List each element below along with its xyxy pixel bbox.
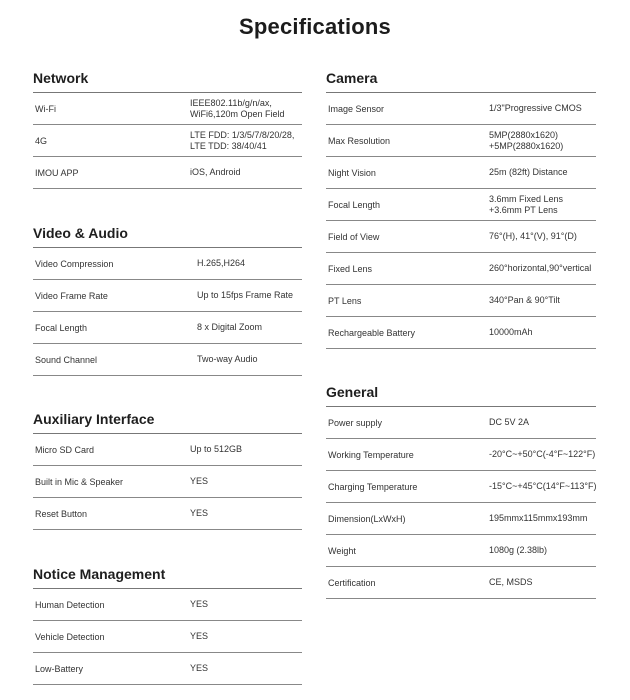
spec-value bbox=[190, 621, 208, 652]
spec-row bbox=[33, 157, 302, 189]
spec-row bbox=[326, 567, 596, 599]
spec-value-line: LTE TDD: 38/40/41 bbox=[190, 140, 267, 151]
spec-value-line: DC 5V 2A bbox=[489, 417, 530, 428]
spec-value-line: 195mmx115mmx193mm bbox=[489, 513, 588, 524]
spec-value bbox=[190, 653, 208, 684]
spec-value bbox=[190, 125, 294, 156]
spec-value-line: 25m (82ft) Distance bbox=[489, 167, 568, 178]
spec-value bbox=[190, 93, 285, 124]
spec-value bbox=[190, 498, 208, 529]
spec-value-line: H.265,H264 bbox=[197, 258, 246, 269]
spec-row bbox=[326, 253, 596, 285]
spec-value bbox=[489, 253, 591, 284]
spec-row bbox=[326, 221, 596, 253]
spec-value bbox=[190, 466, 208, 497]
spec-value bbox=[489, 317, 533, 348]
spec-label: Wi-Fi bbox=[35, 103, 56, 114]
spec-value bbox=[197, 280, 293, 311]
spec-value-line: -15°C~+45°C(14°F~113°F) bbox=[489, 481, 597, 492]
spec-row bbox=[326, 471, 596, 503]
spec-value-line: -20°C~+50°C(-4°F~122°F) bbox=[489, 449, 596, 460]
spec-value bbox=[489, 157, 568, 188]
spec-label: PT Lens bbox=[328, 295, 362, 306]
spec-label: Image Sensor bbox=[328, 103, 385, 114]
section-title: Network bbox=[33, 70, 89, 86]
spec-value bbox=[489, 439, 595, 470]
spec-row bbox=[326, 439, 596, 471]
spec-row bbox=[326, 157, 596, 189]
spec-value-line: CE, MSDS bbox=[489, 577, 533, 588]
spec-label: Power supply bbox=[328, 417, 383, 428]
spec-label: Focal Length bbox=[35, 322, 88, 333]
spec-row bbox=[33, 434, 302, 466]
spec-value-line: YES bbox=[190, 663, 209, 674]
spec-label: Weight bbox=[328, 545, 356, 556]
spec-label: Night Vision bbox=[328, 167, 376, 178]
spec-label: Field of View bbox=[328, 231, 380, 242]
spec-value-line: +5MP(2880x1620) bbox=[489, 140, 564, 151]
spec-row bbox=[33, 93, 302, 125]
spec-value bbox=[489, 471, 597, 502]
spec-label: Vehicle Detection bbox=[35, 631, 105, 642]
spec-value bbox=[190, 589, 208, 620]
spec-row bbox=[326, 317, 596, 349]
spec-value-line: 10000mAh bbox=[489, 327, 533, 338]
spec-label: Video Frame Rate bbox=[35, 290, 108, 301]
spec-label: IMOU APP bbox=[35, 167, 79, 178]
spec-value-line: YES bbox=[190, 508, 209, 519]
spec-value bbox=[489, 407, 529, 438]
spec-value bbox=[489, 189, 563, 220]
spec-value-line: Up to 15fps Frame Rate bbox=[197, 290, 294, 301]
spec-row bbox=[326, 407, 596, 439]
spec-row bbox=[326, 125, 596, 157]
spec-label: Certification bbox=[328, 577, 376, 588]
spec-row bbox=[33, 248, 302, 280]
spec-label: Working Temperature bbox=[328, 449, 414, 460]
spec-label: Sound Channel bbox=[35, 354, 98, 365]
spec-label: Max Resolution bbox=[328, 135, 391, 146]
spec-value-line: 5MP(2880x1620) bbox=[489, 130, 559, 140]
spec-row bbox=[33, 466, 302, 498]
spec-label: Focal Length bbox=[328, 199, 381, 210]
spec-value bbox=[489, 93, 582, 124]
spec-label: Dimension(LxWxH) bbox=[328, 513, 406, 524]
spec-row bbox=[33, 280, 302, 312]
spec-row bbox=[33, 653, 302, 685]
spec-value-line: 3.6mm Fixed Lens bbox=[489, 194, 564, 204]
page-title: Specifications bbox=[239, 14, 391, 39]
spec-value bbox=[190, 434, 242, 465]
spec-row bbox=[326, 503, 596, 535]
spec-value bbox=[197, 312, 262, 343]
spec-value-line: +3.6mm PT Lens bbox=[489, 204, 558, 215]
section-auxiliary bbox=[33, 407, 302, 530]
spec-value bbox=[190, 157, 241, 188]
spec-value-line: YES bbox=[190, 476, 209, 487]
spec-row bbox=[326, 93, 596, 125]
spec-value-line: IEEE802.11b/g/n/ax, bbox=[190, 98, 272, 108]
spec-value-line: iOS, Android bbox=[190, 167, 241, 178]
spec-row bbox=[33, 125, 302, 157]
spec-row bbox=[326, 189, 596, 221]
spec-value-line: 1080g (2.38lb) bbox=[489, 545, 548, 556]
spec-label: Video Compression bbox=[35, 258, 114, 269]
spec-value-line: Up to 512GB bbox=[190, 444, 243, 455]
spec-row bbox=[33, 621, 302, 653]
spec-value-line: 260°horizontal,90°vertical bbox=[489, 263, 592, 274]
section-title: Video & Audio bbox=[33, 225, 128, 241]
section-network bbox=[33, 66, 302, 189]
spec-label: Reset Button bbox=[35, 508, 88, 519]
spec-value bbox=[489, 285, 560, 316]
spec-label: 4G bbox=[35, 135, 48, 146]
spec-value bbox=[197, 344, 258, 375]
section-title: Notice Management bbox=[33, 566, 166, 582]
spec-value bbox=[197, 248, 245, 279]
spec-value bbox=[489, 125, 563, 156]
spec-value bbox=[489, 535, 547, 566]
spec-value-line: 76°(H), 41°(V), 91°(D) bbox=[489, 231, 577, 242]
spec-label: Micro SD Card bbox=[35, 444, 95, 455]
spec-value-line: 8 x Digital Zoom bbox=[197, 322, 263, 333]
section-general bbox=[326, 380, 596, 599]
spec-value-line: Two-way Audio bbox=[197, 354, 258, 365]
spec-value bbox=[489, 221, 577, 252]
section-video-audio bbox=[33, 221, 302, 376]
spec-row bbox=[33, 589, 302, 621]
spec-row bbox=[326, 535, 596, 567]
spec-value-line: YES bbox=[190, 599, 209, 610]
section-title: Camera bbox=[326, 70, 378, 86]
spec-value-line: LTE FDD: 1/3/5/7/8/20/28, bbox=[190, 130, 295, 140]
spec-label: Fixed Lens bbox=[328, 263, 373, 274]
spec-label: Charging Temperature bbox=[328, 481, 418, 492]
section-title: General bbox=[326, 384, 379, 400]
spec-value-line: WiFi6,120m Open Field bbox=[190, 108, 285, 119]
section-title: Auxiliary Interface bbox=[33, 411, 155, 427]
spec-label: Low-Battery bbox=[35, 663, 84, 674]
spec-row bbox=[326, 285, 596, 317]
spec-value bbox=[489, 503, 587, 534]
spec-row bbox=[33, 344, 302, 376]
spec-label: Human Detection bbox=[35, 599, 105, 610]
spec-value-line: 1/3"Progressive CMOS bbox=[489, 103, 582, 114]
spec-label: Rechargeable Battery bbox=[328, 327, 416, 338]
spec-value-line: YES bbox=[190, 631, 209, 642]
section-camera bbox=[326, 66, 596, 349]
spec-row bbox=[33, 312, 302, 344]
spec-row bbox=[33, 498, 302, 530]
spec-value bbox=[489, 567, 533, 598]
spec-label: Built in Mic & Speaker bbox=[35, 476, 124, 487]
section-notice bbox=[33, 562, 302, 685]
spec-value-line: 340°Pan & 90°Tilt bbox=[489, 295, 560, 306]
